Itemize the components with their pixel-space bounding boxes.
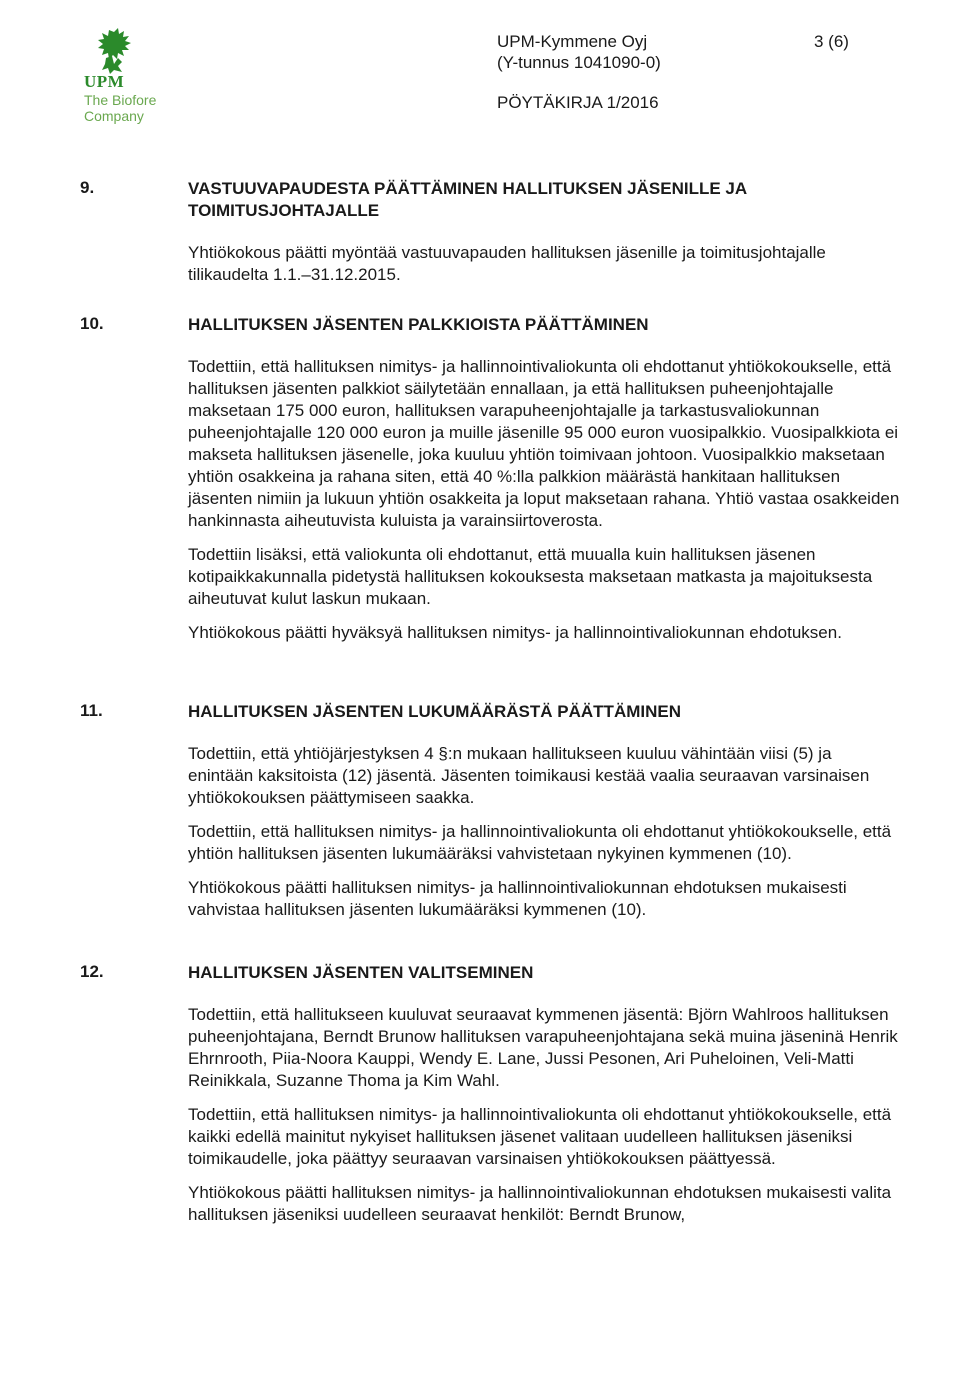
page-number: 3 (6) (814, 32, 849, 51)
section-12 (80, 962, 900, 1226)
section-9 (80, 178, 900, 286)
section-title: VASTUUVAPAUDESTA PÄÄTTÄMINEN HALLITUKSEN JÄSENILLE JA TOIMITUSJOHTAJALLE (188, 179, 747, 220)
section-title: HALLITUKSEN JÄSENTEN VALITSEMINEN (188, 963, 534, 982)
company-name: UPM-Kymmene Oyj (497, 32, 648, 51)
upm-griffin-logo-icon (92, 28, 136, 74)
section-title: HALLITUKSEN JÄSENTEN PALKKIOISTA PÄÄTTÄMINEN (188, 315, 649, 334)
section-paragraph: Todettiin, että yhtiöjärjestyksen 4 §:n mukaan hallitukseen kuuluu vähintään viisi (5) ja enintään kaksitoista (12) jäsentä. Jäsenten toimikausi kestää vaalia seuraavan varsinaisen yhtiökokouksen päättymiseen saakka. (188, 744, 870, 807)
section-paragraph: Todettiin, että hallituksen nimitys- ja hallinnointivaliokunta oli ehdottanut yhtiökokoukselle, että yhtiön hallituksen jäsenten lukumääräksi vahvistetaan nykyinen kymmenen (10). (188, 822, 892, 863)
section-title: HALLITUKSEN JÄSENTEN LUKUMÄÄRÄSTÄ PÄÄTTÄMINEN (188, 702, 681, 721)
logo-tagline: The Biofore Company (84, 92, 157, 124)
section-number: 9. (80, 178, 95, 197)
business-id: (Y-tunnus 1041090-0) (497, 53, 661, 72)
section-paragraph: Yhtiökokous päätti hallituksen nimitys- ja hallinnointivaliokunnan ehdotuksen mukaisesti vahvistaa hallituksen jäsenten lukumääräksi kymmenen (10). (188, 878, 847, 919)
section-number: 12. (80, 962, 104, 981)
section-paragraph: Todettiin, että hallituksen nimitys- ja hallinnointivaliokunta oli ehdottanut yhtiökokoukselle, että kaikki edellä mainitut nykyiset hallituksen jäsenet valitaan uudelleen hallituksen jäseniksi toimikaudelle, joka päättyy seuraavan varsinaisen yhtiökokouksen päättyessä. (188, 1105, 892, 1168)
section-11 (80, 701, 900, 921)
section-paragraph: Yhtiökokous päätti hallituksen nimitys- ja hallinnointivaliokunnan ehdotuksen mukaisesti valita hallituksen jäseniksi uudelleen seuraavat henkilöt: Berndt Brunow, (188, 1183, 892, 1224)
section-number: 10. (80, 314, 104, 333)
section-paragraph: Todettiin, että hallituksen nimitys- ja hallinnointivaliokunta oli ehdottanut yhtiökokoukselle, että hallituksen jäsenten palkkiot säilytetään ennallaan, ja että hallituksen puheenjohtajalle maksetaan 175 000 euron, hallituksen varapuheenjohtajalle ja tarkastusvaliokunnan puheenjohtajalle 120 000 euron ja muille jäsenille 95 000 euron vuosipalkkio. Vuosipalkkiota ei makseta hallituksen jäsenelle, joka kuuluu yhtiön toimivaan johtoon. Vuosipalkkio maksetaan yhtiön osakkeina ja rahana siten, että 40 %:lla palkkion määrästä hankitaan hallituksen jäsenten nimiin ja lukuun yhtiön osakkeita ja loput maksetaan rahana. Yhtiö vastaa osakkeiden hankinnasta aiheutuvista kuluista ja varainsiirtoverosta. (188, 357, 900, 530)
section-paragraph: Todettiin, että hallitukseen kuuluvat seuraavat kymmenen jäsentä: Björn Wahlroos hallituksen puheenjohtajana, Berndt Brunow hallituksen varapuheenjohtajana sekä muina jäseninä Henrik Ehrnrooth, Piia-Noora Kauppi, Wendy E. Lane, Jussi Pesonen, Ari Puheloinen, Veli-Matti Reinikkala, Suzanne Thoma ja Kim Wahl. (188, 1005, 898, 1090)
logo-brand: UPM (84, 72, 125, 91)
section-paragraph: Yhtiökokous päätti hyväksyä hallituksen nimitys- ja hallinnointivaliokunnan ehdotuksen. (188, 623, 842, 642)
document-title: PÖYTÄKIRJA 1/2016 (497, 93, 659, 112)
upm-logo (84, 28, 184, 124)
section-10 (80, 314, 900, 644)
section-paragraph: Todettiin lisäksi, että valiokunta oli ehdottanut, että muualla kuin hallituksen jäsenen kotipaikkakunnalla pidetystä hallituksen kokouksesta maksetaan matkasta ja majoituksesta aiheutuvat kulut laskun mukaan. (188, 545, 873, 608)
section-paragraph: Yhtiökokous päätti myöntää vastuuvapauden hallituksen jäsenille ja toimitusjohtajalle tilikaudelta 1.1.–31.12.2015. (188, 243, 826, 284)
section-number: 11. (80, 701, 103, 720)
